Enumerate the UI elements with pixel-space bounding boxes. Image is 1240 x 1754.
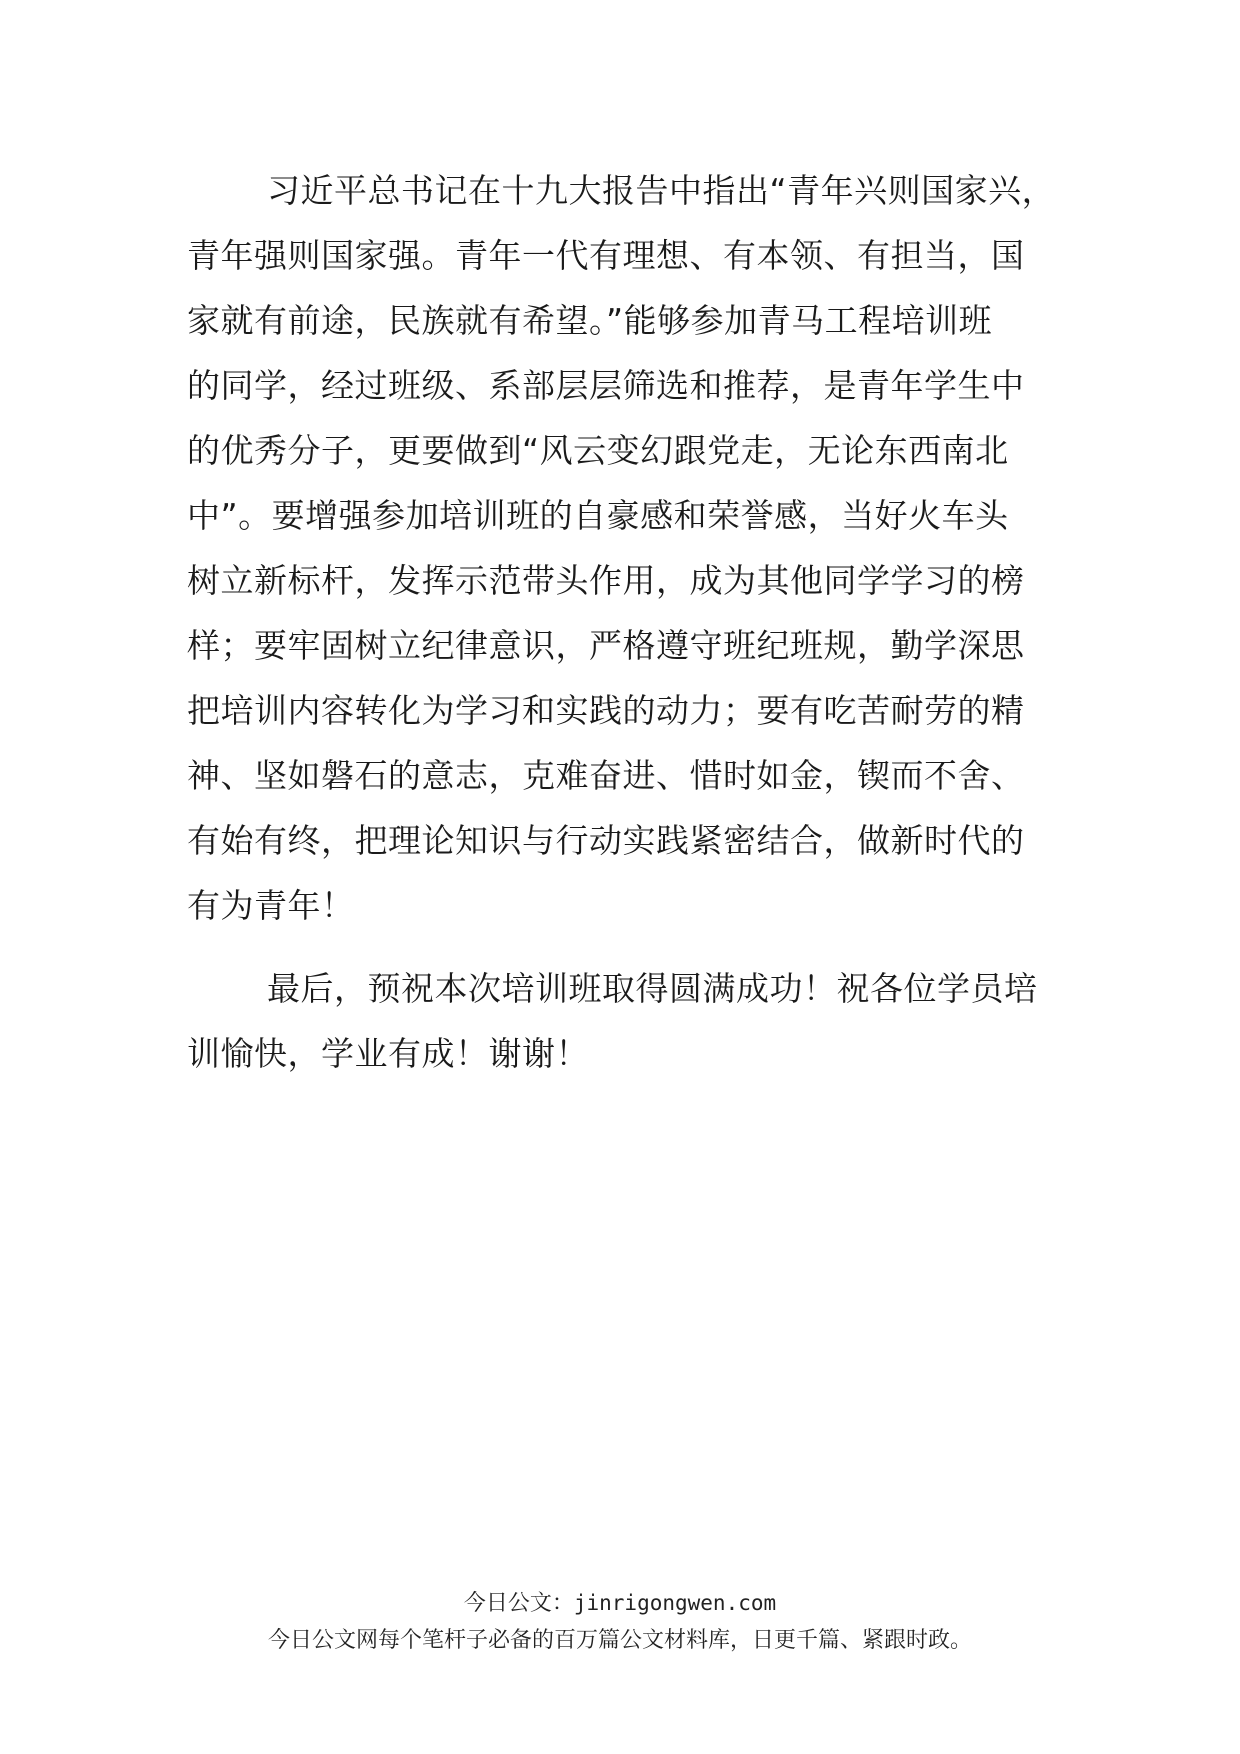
text-line: 样；要牢固树立纪律意识，严格遵守班纪班规，勤学深思 [187,626,1025,665]
text-line: 树立新标杆，发挥示范带头作用，成为其他同学学习的榜 [187,561,1025,600]
text-line: 有为青年！ [187,886,355,925]
text-line: 把培训内容转化为学习和实践的动力；要有吃苦耐劳的精 [187,691,1025,730]
text-line: 家就有前途，民族就有希望。”能够参加青马工程培训班 [187,301,993,340]
text-line: 有始有终，把理论知识与行动实践紧密结合，做新时代的 [187,821,1025,860]
paragraph-1 [187,158,1057,938]
footer-slogan: 今日公文网每个笔杆子必备的百万篇公文材料库，日更千篇、紧跟时政。 [267,1628,972,1653]
footer-site-url[interactable]: jinrigongwen.com [573,1591,777,1615]
text-line: 习近平总书记在十九大报告中指出“青年兴则国家兴， [267,171,1056,210]
text-line: 的优秀分子，更要做到“风云变幻跟党走，无论东西南北 [187,431,1009,470]
footer-site-line [0,1588,1240,1619]
text-line: 神、坚如磐石的意志，克难奋进、惜时如金，锲而不舍、 [187,756,1025,795]
text-line: 中”。要增强参加培训班的自豪感和荣誉感，当好火车头 [187,496,1009,535]
text-line: 的同学，经过班级、系部层层筛选和推荐，是青年学生中 [187,366,1025,405]
document-body [187,158,1057,1086]
text-line: 训愉快，学业有成！谢谢！ [187,1034,589,1073]
footer-site-label: 今日公文： [463,1591,574,1616]
text-line: 青年强则国家强。青年一代有理想、有本领、有担当，国 [187,236,1025,275]
text-line: 最后，预祝本次培训班取得圆满成功！祝各位学员培 [267,969,1038,1008]
paragraph-2 [187,956,1057,1086]
